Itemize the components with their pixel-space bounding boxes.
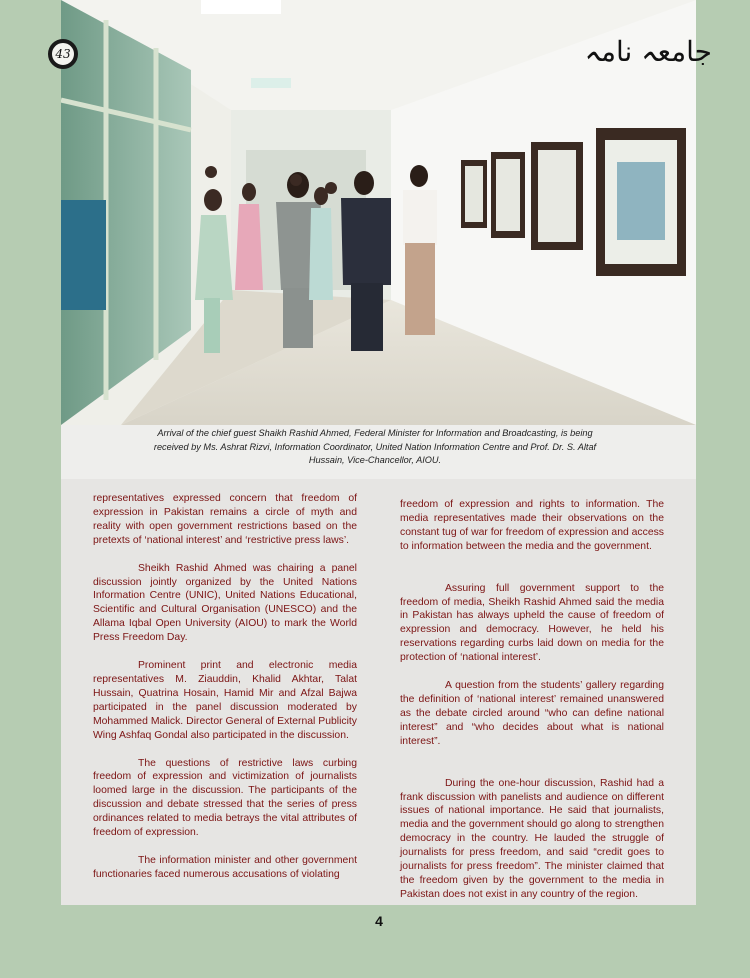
urdu-masthead: جامعہ نامہ: [584, 35, 712, 68]
paragraph: The information minister and other government functionaries faced numerous accusations of violating: [93, 854, 357, 880]
article-left-column: [93, 492, 357, 896]
issue-number: 43: [55, 47, 71, 61]
paragraph: During the one-hour discussion, Rashid had a frank discussion with panelists and audience on different issues of national importance. He said that journalists, media and the government should go along to strengthen democracy in the country. He lauded the struggle of journalists for press freedom, and said “credit goes to journalists for press freedom”. The minister claimed that the freedom given by the government to the media in Pakistan does not exist in any country of the region.: [400, 777, 664, 900]
paragraph: Prominent print and electronic media representatives M. Ziauddin, Khalid Akhtar, Talat Hussain, Quatrina Hosain, Hamid Mir and Afzal Bajwa participated in the panel discussion moderated by Mohammed Malick. Director General of External Publicity Wing Ashfaq Gondal also participated in the discussion.: [93, 660, 357, 741]
paragraph: freedom of expression and rights to information. The media representatives made their observations on the constant tug of war for freedom of expression and access to information between the media and the government.: [400, 499, 664, 552]
issue-number-badge: [48, 39, 78, 69]
article-right-column: [400, 498, 664, 916]
page-number: 4: [375, 913, 383, 929]
paragraph: A question from the students’ gallery regarding the definition of ‘national interest’ remained unanswered as the debate circled around “who can define national interest” and “who decides about what is national interest”.: [400, 680, 664, 747]
paragraph: Assuring full government support to the freedom of media, Sheikh Rashid Ahmed said the media in Pakistan has always upheld the cause of freedom of expression and democracy. However, he held his reservations regarding curbs laid down on media for the protection of ‘national interest’.: [400, 582, 664, 664]
photo-caption: Arrival of the chief guest Shaikh Rashid Ahmed, Federal Minister for Information and Broadcasting, is being received by Ms. Ashrat Rizvi, Information Coordinator, United Nation Information Centre and Prof. Dr. S. Altaf Hussain, Vice-Chancellor, AIOU.: [153, 428, 597, 465]
paragraph: representatives expressed concern that freedom of expression in Pakistan remains a circle of myth and reality with open government restrictions based on the pretexts of ‘national interest’ and ‘restrictive press laws’.: [93, 493, 357, 546]
paragraph: The questions of restrictive laws curbing freedom of expression and victimization of journalists loomed large in the discussion. The participants of the discussion and debate stressed that the series of press ordinances related to media betrays the vital attributes of freedom of expression.: [93, 757, 357, 839]
paragraph: Sheikh Rashid Ahmed was chairing a panel discussion jointly organized by the United Nations Information Centre (UNIC), United Nations Educational, Scientific and Cultural Organisation (UNESCO) and the Allama Iqbal Open University (AIOU) to mark the World Press Freedom Day.: [93, 562, 357, 644]
